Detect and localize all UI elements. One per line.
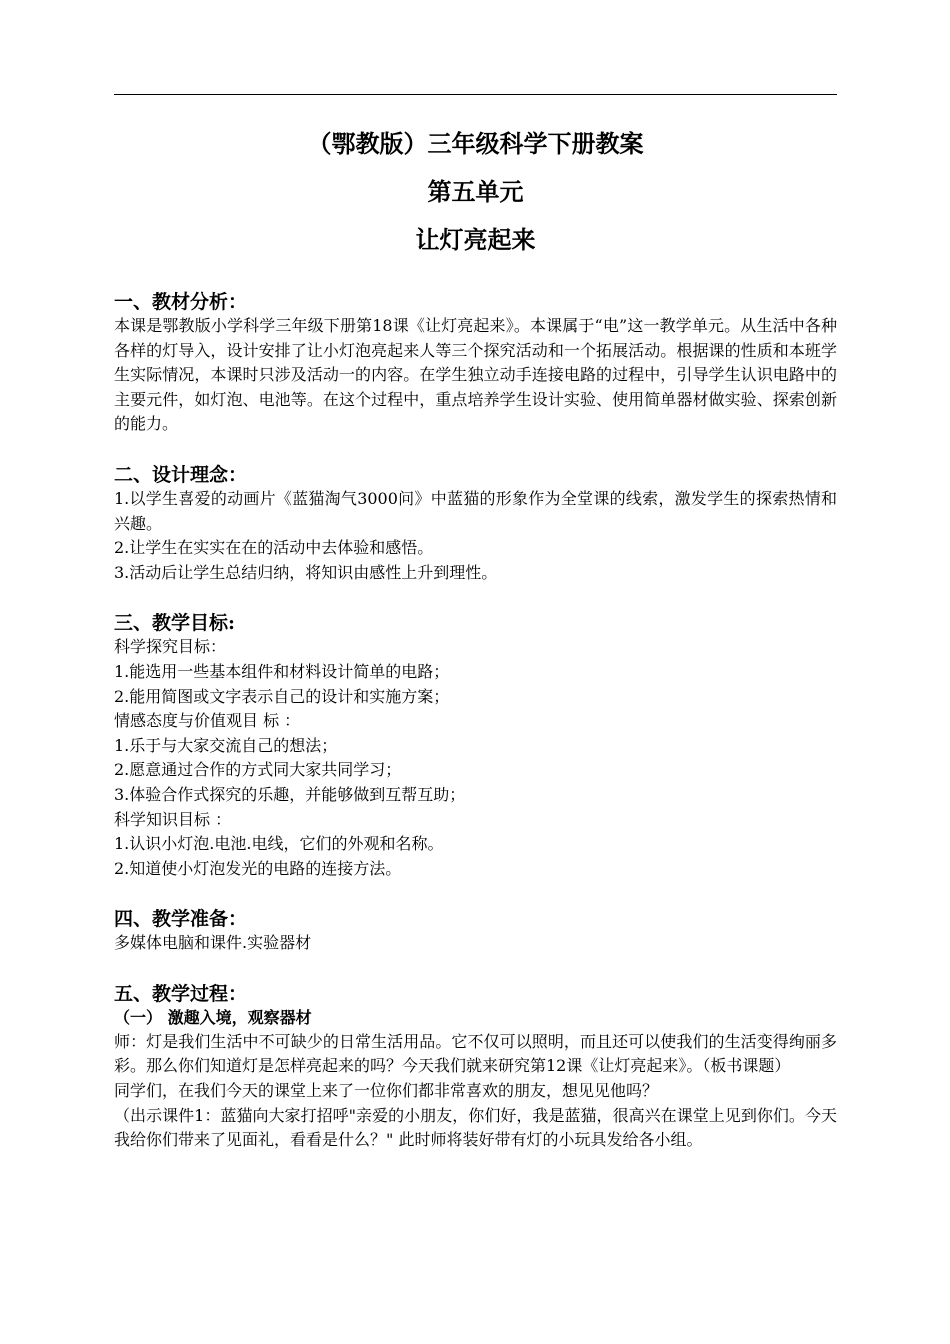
- list-item: 1.认识小灯泡.电池.电线，它们的外观和名称。: [114, 834, 444, 854]
- section-subheading: （一） 激趣入境，观察器材: [114, 1007, 312, 1027]
- document-page: [114, 128, 837, 1153]
- section-teaching-process: [114, 982, 837, 1153]
- list-item: 2.能用简图或文字表示自己的设计和实施方案；: [114, 686, 450, 706]
- list-item: 科学知识目标 ：: [114, 809, 232, 829]
- list-item: 1.能选用一些基本组件和材料设计简单的电路；: [114, 661, 450, 681]
- unit-title: 第五单元: [427, 177, 524, 206]
- section-heading: 二、设计理念：: [114, 463, 248, 486]
- section-heading: 五、教学过程：: [114, 982, 248, 1005]
- list-item: 2.知道使小灯泡发光的电路的连接方法。: [114, 858, 402, 878]
- list-item: 3.活动后让学生总结归纳，将知识由感性上升到理性。: [114, 562, 498, 582]
- section-teaching-preparation: [114, 907, 837, 956]
- section-heading: 四、教学准备：: [114, 908, 248, 931]
- paragraph: 同学们，在我们今天的课堂上来了一位你们都非常喜欢的朋友，想见见他吗？: [114, 1081, 659, 1101]
- list-item: 情感态度与价值观目 标 ：: [114, 711, 301, 731]
- lesson-title: 让灯亮起来: [415, 225, 536, 254]
- header-rule: [114, 94, 837, 95]
- section-teaching-goals: [114, 611, 837, 881]
- paragraph: 师：灯是我们生活中不可缺少的日常生活用品。它不仅可以照明，而且还可以使我们的生活变得绚丽多彩。那么你们知道灯是怎样亮起来的吗？今天我们就来研究第12课《让灯亮起来》。（板书课题）: [114, 1031, 837, 1076]
- list-item: 1.以学生喜爱的动画片《蓝猫淘气3000问》中蓝猫的形象作为全堂课的线索，激发学生的探索热情和兴趣。: [114, 488, 837, 533]
- list-item: 3.体验合作式探究的乐趣，并能够做到互帮互助；: [114, 784, 466, 804]
- list-item: 2.让学生在实实在在的活动中去体验和感悟。: [114, 538, 434, 558]
- document-title: （鄂教版）三年级科学下册教案: [307, 129, 644, 158]
- section-heading: 一、教材分析：: [114, 291, 248, 313]
- section-material-analysis: [114, 290, 837, 437]
- list-item: 1.乐于与大家交流自己的想法；: [114, 735, 338, 755]
- section-heading: 三、教学目标:: [114, 612, 236, 635]
- paragraph: （出示课件1：蓝猫向大家打招呼"亲爱的小朋友，你们好，我是蓝猫，很高兴在课堂上见到你们。今天我给你们带来了见面礼，看看是什么？" 此时师将装好带有灯的小玩具发给各小组。: [114, 1105, 837, 1150]
- list-item: 多媒体电脑和课件.实验器材: [114, 933, 312, 953]
- list-item: 2.愿意通过合作的方式同大家共同学习；: [114, 760, 402, 780]
- list-item: 科学探究目标：: [114, 637, 227, 657]
- paragraph: 本课是鄂教版小学科学三年级下册第18课《让灯亮起来》。本课属于“电”这一教学单元。从生活中各种各样的灯导入，设计安排了让小灯泡亮起来人等三个探究活动和一个拓展活动。根据课的性质和本班学生实际情况，本课时只涉及活动一的内容。在学生独立动手连接电路的过程中，引导学生认识电路中的主要元件，如灯泡、电池等。在这个过程中，重点培养学生设计实验、使用简单器材做实验、探索创新的能力。: [114, 316, 837, 434]
- section-design-concept: [114, 463, 837, 585]
